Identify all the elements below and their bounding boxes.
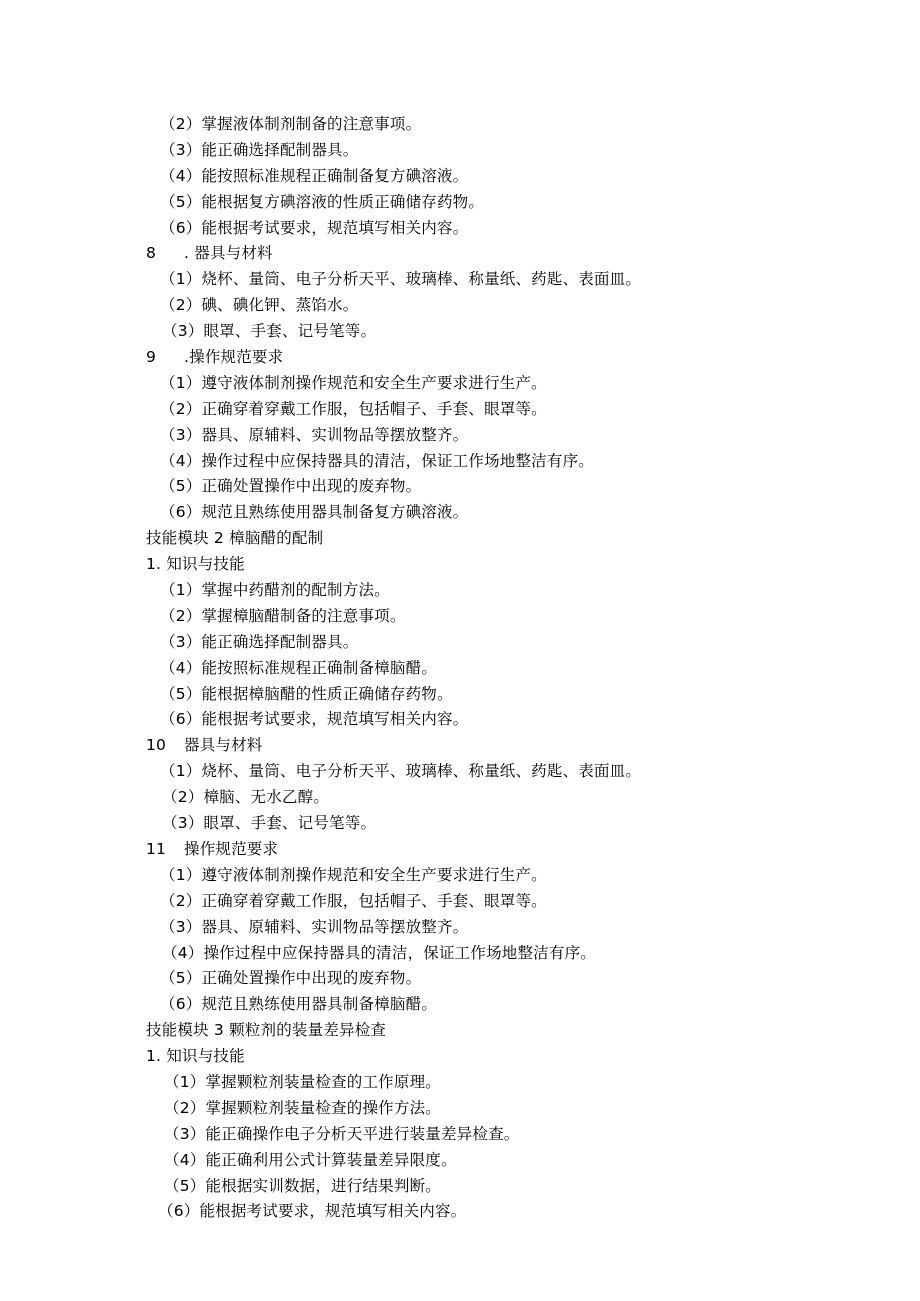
list-item-text: （4）能按照标准规程正确制备复方碘溶液。 [160,166,469,185]
list-item-text: （3）眼罩、手套、记号笔等。 [162,322,377,341]
list-item-text: （3）器具、原辅料、实训物品等摆放整齐。 [160,917,469,936]
list-item-text: （5）能根据樟脑醋的性质正确储存药物。 [160,684,453,703]
list-item [0,397,920,423]
list-item-text: （5）能根据复方碘溶液的性质正确储存药物。 [160,192,485,211]
section-number: 11 [146,839,167,858]
list-item [0,449,920,475]
list-item [0,941,920,967]
section-number: 10 [146,736,167,755]
heading-text: 1. 知识与技能 [146,1047,245,1066]
list-item [0,604,920,630]
list-item [0,293,920,319]
list-item [0,682,920,708]
list-item-text: （6）能根据考试要求，规范填写相关内容。 [160,710,469,729]
module-heading [0,526,920,552]
list-item-text: （6）能根据考试要求，规范填写相关内容。 [160,218,469,237]
list-item [0,811,920,837]
list-item-text: （3）能正确选择配制器具。 [160,632,359,651]
list-item [0,785,920,811]
heading-text: 操作规范要求 [184,839,279,858]
list-item-text: （2）正确穿着穿戴工作服，包括帽子、手套、眼罩等。 [160,891,547,910]
module-heading [0,1018,920,1044]
list-item-text: （1）遵守液体制剂操作规范和安全生产要求进行生产。 [160,373,547,392]
list-item [0,707,920,733]
list-item-text: （6）能根据考试要求，规范填写相关内容。 [158,1202,467,1221]
list-item [0,112,920,138]
heading-text: 技能模块 3 颗粒剂的装量差异检查 [146,1021,387,1040]
list-item [0,500,920,526]
list-item [0,267,920,293]
list-item-text: （4）能按照标准规程正确制备樟脑醋。 [160,658,437,677]
list-item-text: （6）规范且熟练使用器具制备樟脑醋。 [160,995,437,1014]
module-heading [0,552,920,578]
list-item-text: （5）正确处置操作中出现的废弃物。 [160,477,422,496]
list-item [0,164,920,190]
section-heading [0,241,920,267]
section-number: 8 [146,244,157,263]
list-item-text: （5）能根据实训数据，进行结果判断。 [164,1176,441,1195]
list-item [0,371,920,397]
list-item [0,915,920,941]
list-item-text: （2）掌握液体制剂制备的注意事项。 [160,115,422,133]
list-item [0,319,920,345]
heading-text: . 器具与材料 [184,244,273,263]
section-number: 9 [146,348,157,367]
list-item-text: （6）规范且熟练使用器具制备复方碘溶液。 [160,503,469,522]
list-item [0,1122,920,1148]
list-item-text: （3）眼罩、手套、记号笔等。 [162,814,377,833]
list-item [0,966,920,992]
list-item-text: （1）烧杯、量筒、电子分析天平、玻璃棒、称量纸、药匙、表面皿。 [160,762,642,781]
list-item [0,1070,920,1096]
heading-text: .操作规范要求 [184,348,284,367]
list-item [0,759,920,785]
list-item-text: （3）能正确操作电子分析天平进行装量差异检查。 [164,1124,520,1143]
list-item [0,190,920,216]
list-item [0,889,920,915]
list-item [0,630,920,656]
list-item-text: （1）掌握颗粒剂装量检查的工作原理。 [164,1072,441,1091]
section-heading [0,345,920,371]
document-page [0,112,920,1225]
list-item-text: （2）樟脑、无水乙醇。 [162,788,330,807]
list-item-text: （2）掌握樟脑醋制备的注意事项。 [160,606,406,625]
heading-text: 技能模块 2 樟脑醋的配制 [146,529,324,548]
section-heading [0,733,920,759]
list-item-text: （4）能正确利用公式计算装量差异限度。 [164,1150,457,1169]
list-item [0,1096,920,1122]
list-item [0,138,920,164]
heading-text: 器具与材料 [184,736,263,755]
list-item-text: （2）碘、碘化钾、蒸馅水。 [160,296,359,315]
list-item [0,992,920,1018]
list-item-text: （1）掌握中药醋剂的配制方法。 [160,581,390,600]
list-item-text: （2）正确穿着穿戴工作服，包括帽子、手套、眼罩等。 [160,399,547,418]
module-heading [0,1044,920,1070]
list-item [0,474,920,500]
list-item [0,423,920,449]
list-item-text: （3）器具、原辅料、实训物品等摆放整齐。 [160,425,469,444]
list-item [0,216,920,242]
list-item [0,578,920,604]
heading-text: 1. 知识与技能 [146,555,245,574]
list-item-text: （2）掌握颗粒剂装量检查的操作方法。 [164,1098,441,1117]
list-item [0,1174,920,1200]
list-item [0,863,920,889]
list-item-text: （4）操作过程中应保持器具的清洁，保证工作场地整洁有序。 [160,451,594,470]
list-item-text: （3）能正确选择配制器具。 [160,140,359,159]
list-item [0,656,920,682]
section-heading [0,837,920,863]
list-item-text: （1）遵守液体制剂操作规范和安全生产要求进行生产。 [160,865,547,884]
list-item [0,1148,920,1174]
list-item-text: （4）操作过程中应保持器具的清洁，保证工作场地整洁有序。 [162,943,596,962]
list-item-text: （1）烧杯、量筒、电子分析天平、玻璃棒、称量纸、药匙、表面皿。 [160,270,642,289]
list-item-text: （5）正确处置操作中出现的废弃物。 [160,969,422,988]
list-item [0,1199,920,1225]
